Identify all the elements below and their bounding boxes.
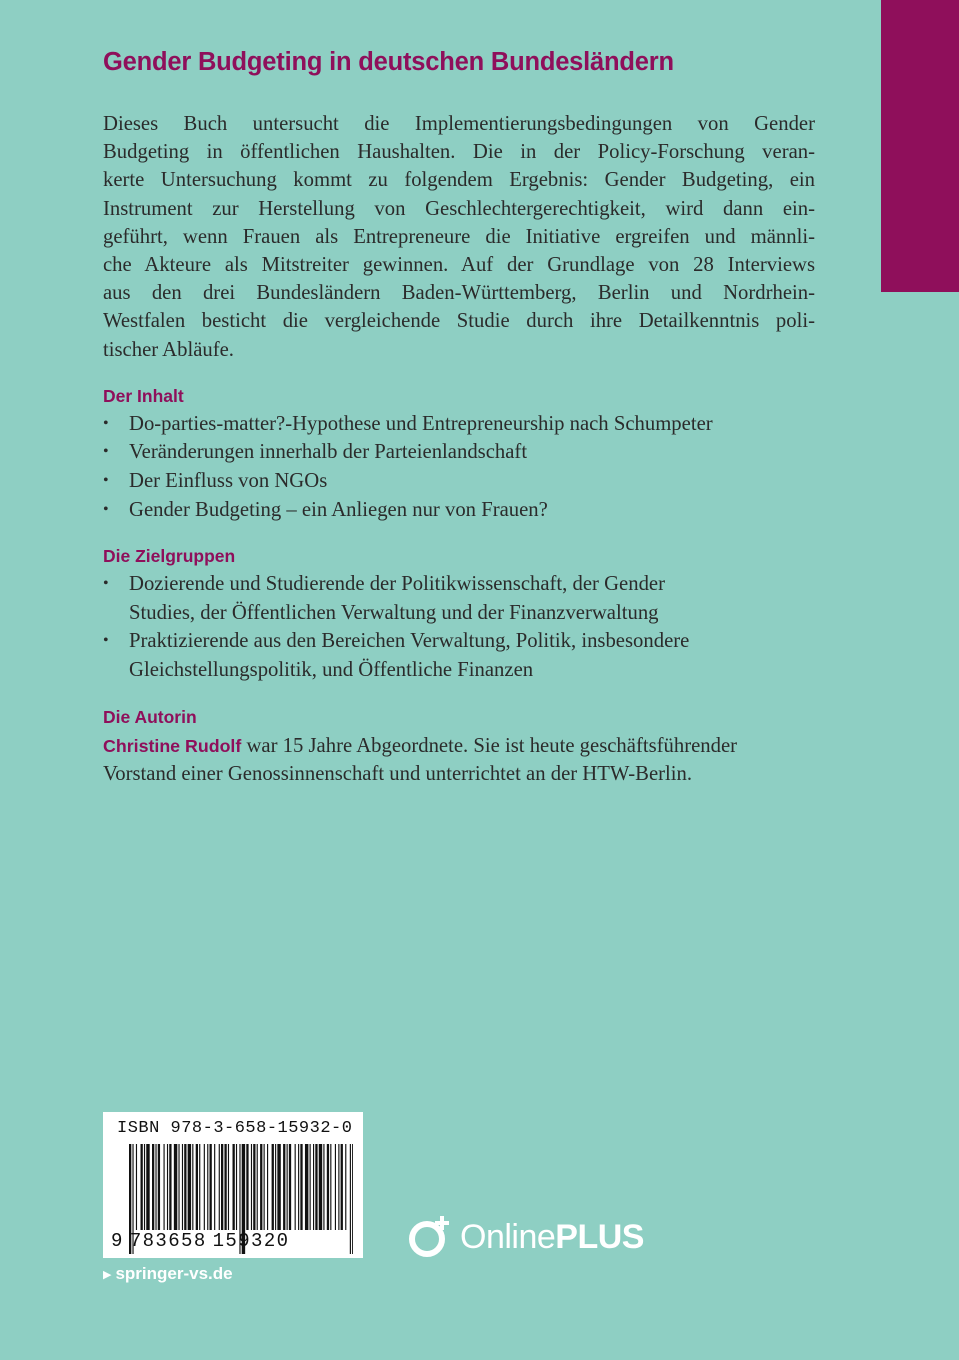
- barcode-bar: [345, 1144, 346, 1230]
- barcode-bar: [313, 1144, 314, 1230]
- section-autorin: [103, 707, 815, 789]
- barcode-bar: [199, 1144, 200, 1230]
- isbn-barcode: [103, 1112, 363, 1258]
- list-item: • Gender Budgeting – ein Anliegen nur von Frauen?: [103, 496, 815, 525]
- section-heading-zielgruppen: Die Zielgruppen: [103, 546, 236, 567]
- barcode-bar: [184, 1144, 186, 1230]
- barcode-bar: [287, 1144, 288, 1230]
- barcode-bar: [188, 1144, 191, 1230]
- barcode-bar: [155, 1144, 156, 1230]
- back-cover-content: [103, 48, 815, 789]
- list-item-line: Gleichstellungspolitik, und Öffentliche Finanzen: [129, 658, 534, 681]
- barcode-bar: [228, 1144, 229, 1230]
- list-item: [103, 570, 815, 627]
- barcode-bar: [277, 1144, 280, 1230]
- barcode-bar: [257, 1144, 258, 1230]
- barcode-bar: [300, 1144, 302, 1230]
- play-arrow-icon: ▶: [103, 1268, 112, 1281]
- section-inhalt: [103, 386, 815, 524]
- barcode-bar: [305, 1144, 308, 1230]
- blurb-line: kerte Untersuchung kommt zu folgendem Ergebnis: Gender Budgeting, ein: [103, 169, 815, 192]
- list-item-line: Studies, der Öffentlichen Verwaltung und der Finanzverwaltung: [129, 601, 659, 624]
- barcode-bar: [251, 1144, 252, 1230]
- blurb-line: che Akteure als Mitstreiter gewinnen. Auf der Grundlage von 28 Interviews: [103, 254, 815, 277]
- onlineplus-logo-icon: [408, 1214, 454, 1260]
- blurb-line: tischer Abläufe.: [103, 338, 234, 361]
- onlineplus-logo: [408, 1214, 644, 1260]
- barcode-bar: [221, 1144, 223, 1230]
- barcode-bar: [253, 1144, 255, 1230]
- section-heading-autorin: Die Autorin: [103, 706, 197, 727]
- barcode-bar: [178, 1144, 179, 1230]
- barcode-bar: [246, 1144, 248, 1230]
- barcode-bar: [219, 1144, 220, 1230]
- barcode-bar: [214, 1144, 215, 1230]
- barcode-bar: [275, 1144, 276, 1230]
- ean-digit-group: 783658: [129, 1230, 207, 1252]
- barcode-bar: [192, 1144, 193, 1230]
- section-zielgruppen: [103, 546, 815, 684]
- barcode-bar: [196, 1144, 198, 1230]
- blurb-line: aus den drei Bundesländern Baden-Württemberg, Berlin und Nordrhein-: [103, 282, 815, 305]
- blurb-line: Instrument zur Herstellung von Geschlechtergerechtigkeit, wird dann ein-: [103, 197, 815, 220]
- barcode-bar: [338, 1144, 339, 1230]
- barcode-bar: [236, 1144, 237, 1230]
- spine-color-bar: [881, 0, 959, 292]
- barcode-bar: [141, 1144, 143, 1230]
- author-bio-text: war 15 Jahre Abgeordnete. Sie ist heute geschäftsführender: [241, 734, 738, 757]
- barcode-bar: [152, 1144, 154, 1230]
- barcode-bar: [158, 1144, 160, 1230]
- barcode-bar: [260, 1144, 262, 1230]
- ean-digits: [111, 1230, 357, 1252]
- barcode-bar: [272, 1144, 274, 1230]
- publisher-link[interactable]: [103, 1264, 233, 1284]
- barcode-bar: [335, 1144, 336, 1230]
- blurb-paragraph: [103, 110, 815, 364]
- barcode-bar: [174, 1144, 177, 1230]
- book-title: Gender Budgeting in deutschen Bundesländern: [103, 48, 674, 76]
- barcode-bar: [264, 1144, 265, 1230]
- barcode-bar: [146, 1144, 149, 1230]
- barcode-bar: [164, 1144, 165, 1230]
- author-bio: [103, 732, 815, 789]
- barcode-bar: [283, 1144, 285, 1230]
- zielgruppen-list: [103, 570, 815, 684]
- list-item-line: • Dozierende und Studierende der Politikwissenschaft, der Gender: [129, 573, 665, 596]
- section-heading-inhalt: Der Inhalt: [103, 385, 184, 406]
- barcode-bar: [144, 1144, 145, 1230]
- list-item: • Do-parties-matter?-Hypothese und Entrepreneurship nach Schumpeter: [103, 410, 815, 439]
- barcode-bar: [341, 1144, 343, 1230]
- inhalt-list: [103, 410, 815, 524]
- list-item: • Veränderungen innerhalb der Parteienlandschaft: [103, 438, 815, 467]
- blurb-line: geführt, wenn Frauen als Entrepreneure die Initiative ergreifen und männli-: [103, 225, 815, 248]
- list-item-line: • Praktizierende aus den Bereichen Verwaltung, Politik, insbesondere: [129, 630, 690, 653]
- onlineplus-text: [460, 1218, 644, 1257]
- barcode-bar: [323, 1144, 324, 1230]
- list-item: [103, 627, 815, 684]
- barcode-bar: [204, 1144, 205, 1230]
- list-item: • Der Einfluss von NGOs: [103, 467, 815, 496]
- barcode-bar: [315, 1144, 317, 1230]
- author-name: Christine Rudolf: [103, 735, 242, 756]
- barcode-bar: [182, 1144, 183, 1230]
- barcode-bar: [136, 1144, 137, 1230]
- barcode-bar: [167, 1144, 168, 1230]
- barcode-bar: [233, 1144, 235, 1230]
- onlineplus-text-part: PLUS: [555, 1217, 644, 1256]
- blurb-line: Westfalen besticht die vergleichende Studie durch ihre Detailkenntnis poli-: [103, 310, 815, 333]
- isbn-number: ISBN 978-3-658-15932-0: [117, 1119, 353, 1138]
- barcode-bar: [267, 1144, 268, 1230]
- blurb-line: Dieses Buch untersucht die Implementierungsbedingungen von Gender: [103, 113, 815, 135]
- barcode-bar: [207, 1144, 208, 1230]
- barcode-bar: [210, 1144, 212, 1230]
- ean-digit-first: 9: [111, 1230, 124, 1252]
- barcode-bar: [295, 1144, 296, 1230]
- barcode-bar: [224, 1144, 226, 1230]
- barcode-bar: [289, 1144, 291, 1230]
- barcode-bar: [327, 1144, 329, 1230]
- barcode-bar: [319, 1144, 322, 1230]
- author-bio-text: Vorstand einer Genossinnenschaft und unterrichtet an der HTW-Berlin.: [103, 763, 693, 786]
- barcode-bar: [310, 1144, 311, 1230]
- barcode-bar: [298, 1144, 299, 1230]
- ean-digit-group: 159320: [212, 1230, 290, 1252]
- barcode-bar: [330, 1144, 331, 1230]
- publisher-url: springer-vs.de: [115, 1264, 233, 1283]
- barcode-bar: [169, 1144, 171, 1230]
- onlineplus-text-part: Online: [460, 1217, 556, 1256]
- blurb-line: Budgeting in öffentlichen Haushalten. Die in der Policy-Forschung veran-: [103, 141, 815, 164]
